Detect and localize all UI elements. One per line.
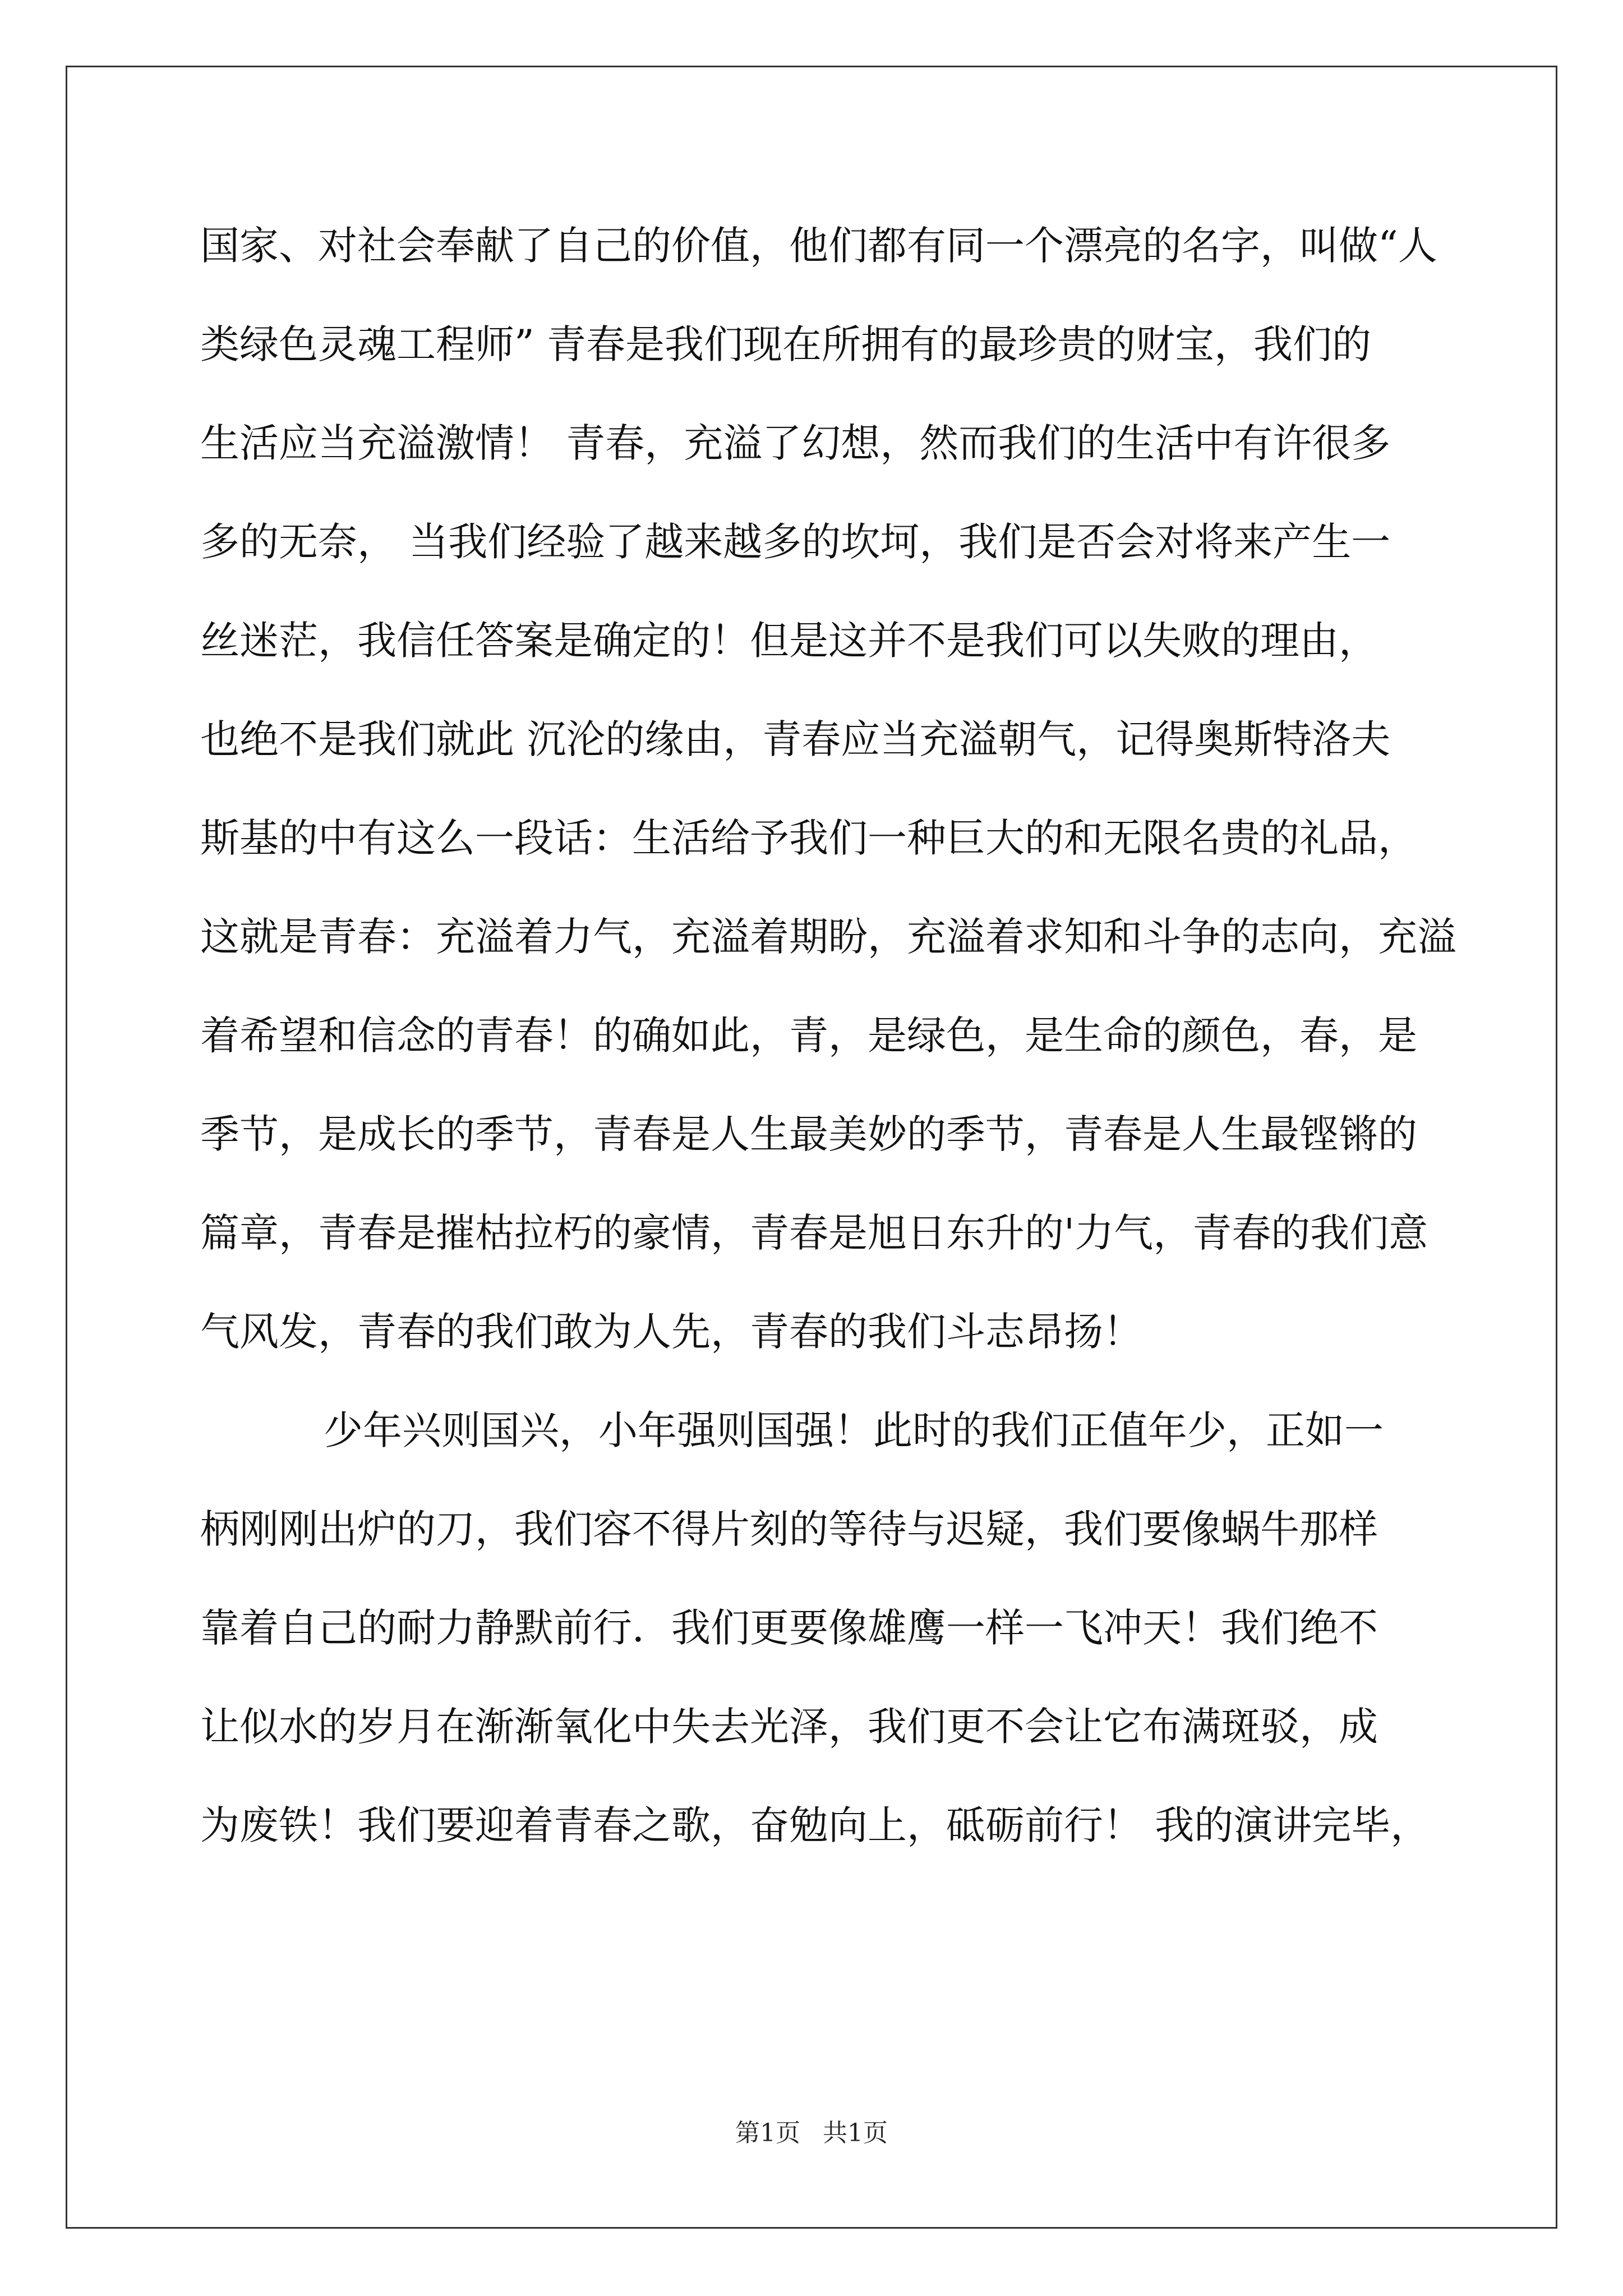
paragraph-start-line: 少年兴则国兴，小年强则国强！此时的我们正值年少，正如一 [324,1407,1384,1453]
page-footer [0,2116,1623,2150]
text-line: 篇章，青春是摧枯拉朽的豪情，青春是旭日东升的'力气，青春的我们意 [200,1210,1428,1256]
document-body [200,196,1456,1875]
text-line: 气风发，青春的我们敢为人先，青春的我们斗志昂扬！ [200,1309,1142,1355]
page-number: 第1页 [735,2119,800,2147]
text-line: 也绝不是我们就此 沉沦的缘由，青春应当充溢朝气，记得奥斯特洛夫 [200,716,1391,762]
text-line: 生活应当充溢激情！ 青春，充溢了幻想，然而我们的生活中有许很多 [200,420,1391,466]
text-line: 让似水的岁月在渐渐氧化中失去光泽，我们更不会让它布满斑驳，成 [200,1704,1378,1750]
page-total: 共1页 [823,2119,888,2147]
text-line: 斯基的中有这么一段话：生活给予我们一种巨大的和无限名贵的礼品， [200,815,1417,861]
text-line: 多的无奈， 当我们经验了越来越多的坎坷，我们是否会对将来产生一 [200,519,1391,565]
text-line: 这就是青春：充溢着力气，充溢着期盼，充溢着求知和斗争的志向，充溢 [200,914,1456,960]
text-line: 为废铁！我们要迎着青春之歌，奋勉向上，砥砺前行！ 我的演讲完毕， [200,1802,1430,1848]
text-line: 着希望和信念的青春！的确如此，青，是绿色，是生命的颜色，春，是 [200,1013,1417,1059]
text-line: 国家、对社会奉献了自己的价值，他们都有同一个漂亮的名字，叫做“人 [200,223,1437,269]
text-line: 类绿色灵魂工程师” 青春是我们现在所拥有的最珍贵的财宝，我们的 [200,321,1372,367]
text-line: 季节，是成长的季节，青春是人生最美妙的季节，青春是人生最铿锵的 [200,1111,1417,1157]
text-line: 靠着自己的耐力静默前行．我们更要像雄鹰一样一飞冲天！我们绝不 [200,1605,1378,1651]
text-line: 柄刚刚出炉的刀，我们容不得片刻的等待与迟疑，我们要像蜗牛那样 [200,1506,1378,1552]
text-line: 丝迷茫，我信任答案是确定的！但是这并不是我们可以失败的理由， [200,618,1378,664]
